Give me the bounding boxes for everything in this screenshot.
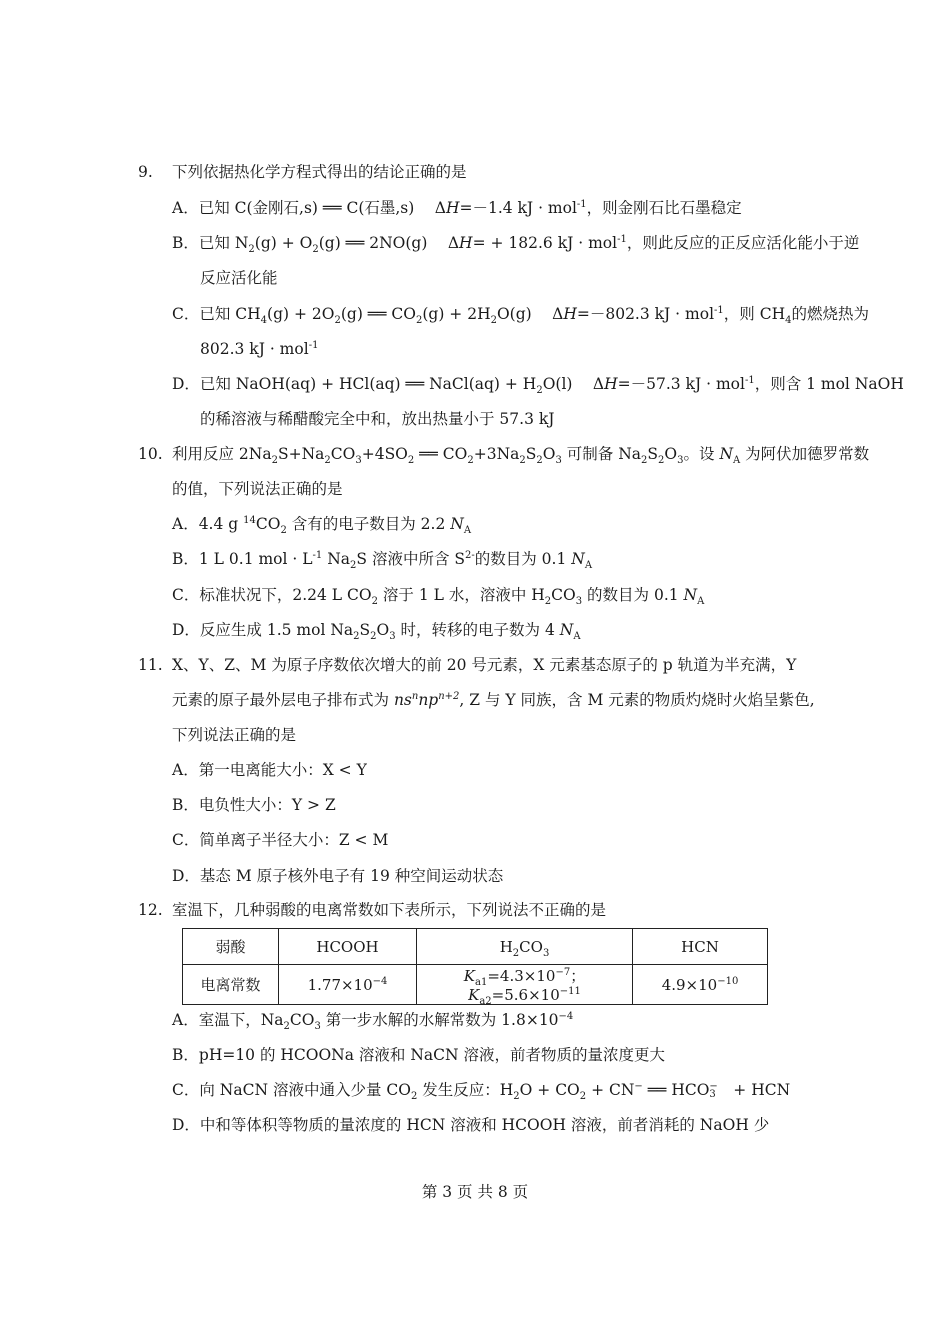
q9-option-d-cont: 的稀溶液与稀醋酸完全中和，放出热量小于 57.3 kJ [200,410,555,428]
question-11-stem-cont2: 下列说法正确的是 [172,726,297,744]
table-header-cell: $H_2CO_3$ [417,929,633,965]
q12-option-b: B．pH=10 的 HCOONa 溶液和 NaCN 溶液，前者物质的量浓度更大 [172,1046,665,1064]
q9-option-c: C．已知 $CH_4(g) + 2O_2(g)$ ══ $CO_2(g) + 2H_2O(g)$ ΔH=－802.3 kJ · mol$^{-1}$，则 $CH_4$的燃烧热为 [172,304,869,327]
q10-option-a: A．4.4 g $^{14}CO_2$ 含有的电子数目为 2.2 $N_A$ [172,514,472,537]
table-header-row [183,929,768,965]
question-number-11: 11. [138,656,163,674]
table-row [183,965,768,1005]
table-cell: $1.77\times 10^{-4}$ [279,965,417,1005]
table-header-cell: HCOOH [279,929,417,965]
table-header-cell: 弱酸 [183,929,279,965]
q12-option-a: A．室温下，$Na_2CO_3$ 第一步水解的水解常数为 $1.8\times 10^{-4}$ [172,1010,574,1033]
table-cell: $4.9\times 10^{-10}$ [633,965,768,1005]
question-11-stem: X、Y、Z、M 为原子序数依次增大的前 20 号元素，X 元素基态原子的 p 轨道为半充满，Y [172,656,797,674]
page-footer: 第 3 页 共 8 页 [421,1183,529,1201]
q11-option-d: D．基态 M 原子核外电子有 19 种空间运动状态 [172,867,504,885]
q12-option-d: D．中和等体积等物质的量浓度的 HCN 溶液和 HCOOH 溶液，前者消耗的 NaOH 少 [172,1116,770,1134]
q11-option-b: B．电负性大小：Y > Z [172,796,336,814]
ionization-constant-table [182,928,768,1005]
q11-option-a: A．第一电离能大小：X < Y [172,761,367,779]
q10-option-b: B．1 L 0.1 mol · $L^{-1}$ $Na_2S$ 溶液中所含 $S^{2-}$的数目为 0.1 $N_A$ [172,549,593,572]
question-number-9: 9. [138,163,153,181]
q12-option-c: C．向 NaCN 溶液中通入少量 $CO_2$ 发生反应：$H_2O + CO_2 + CN^-$ ══ HCO − 3 + HCN [172,1080,791,1103]
q9-option-b-cont: 反应活化能 [200,269,278,287]
q10-option-c: C．标准状况下，2.24 L $CO_2$ 溶于 1 L 水，溶液中 $H_2CO_3$ 的数目为 0.1 $N_A$ [172,586,705,608]
table-header-cell: HCN [633,929,768,965]
question-10-stem: 利用反应 $2Na_2S+Na_2CO_3+4SO_2$ ══ $CO_2+3Na_2S_2O_3$ 可制备 $Na_2S_2O_3$。设 $N_A$ 为阿伏加德罗常数 [172,445,870,467]
q9-option-a: A．已知 C(金刚石,s) ══ C(石墨,s) ΔH=－1.4 kJ · mol$^{-1}$，则金刚石比石墨稳定 [172,198,742,217]
question-number-10: 10. [138,445,163,463]
question-12-stem: 室温下，几种弱酸的电离常数如下表所示，下列说法不正确的是 [172,901,607,919]
q10-option-d: D．反应生成 1.5 mol $Na_2S_2O_3$ 时，转移的电子数为 4 $N_A$ [172,621,581,643]
q9-option-b: B．已知 $N_2(g) + O_2(g)$ ══ 2NO(g) ΔH= + 182.6 kJ · mol$^{-1}$，则此反应的正反应活化能小于逆 [172,233,860,256]
question-9-stem: 下列依据热化学方程式得出的结论正确的是 [172,163,467,181]
question-11-stem-cont: 元素的原子最外层电子排布式为 $ns^nnp^{n+2}$, Z 与 Y 同族，含 M 元素的物质灼烧时火焰呈紫色, [172,690,815,709]
question-number-12: 12. [138,901,163,919]
table-cell: 电离常数 [183,965,279,1005]
q9-option-c-cont: 802.3 kJ · mol$^{-1}$ [200,339,319,358]
q9-option-d: D．已知 NaOH(aq) + HCl(aq) ══ NaCl(aq) + $H_2O(l)$ ΔH=－57.3 kJ · mol$^{-1}$，则含 1 mol NaOH [172,374,904,397]
q11-option-c: C．简单离子半径大小：Z < M [172,831,389,849]
question-10-stem-cont: 的值，下列说法正确的是 [172,480,343,498]
table-cell: $K_{a1}=4.3\times 10^{-7}$；$K_{a2}=5.6\times 10^{-11}$ [417,965,633,1005]
